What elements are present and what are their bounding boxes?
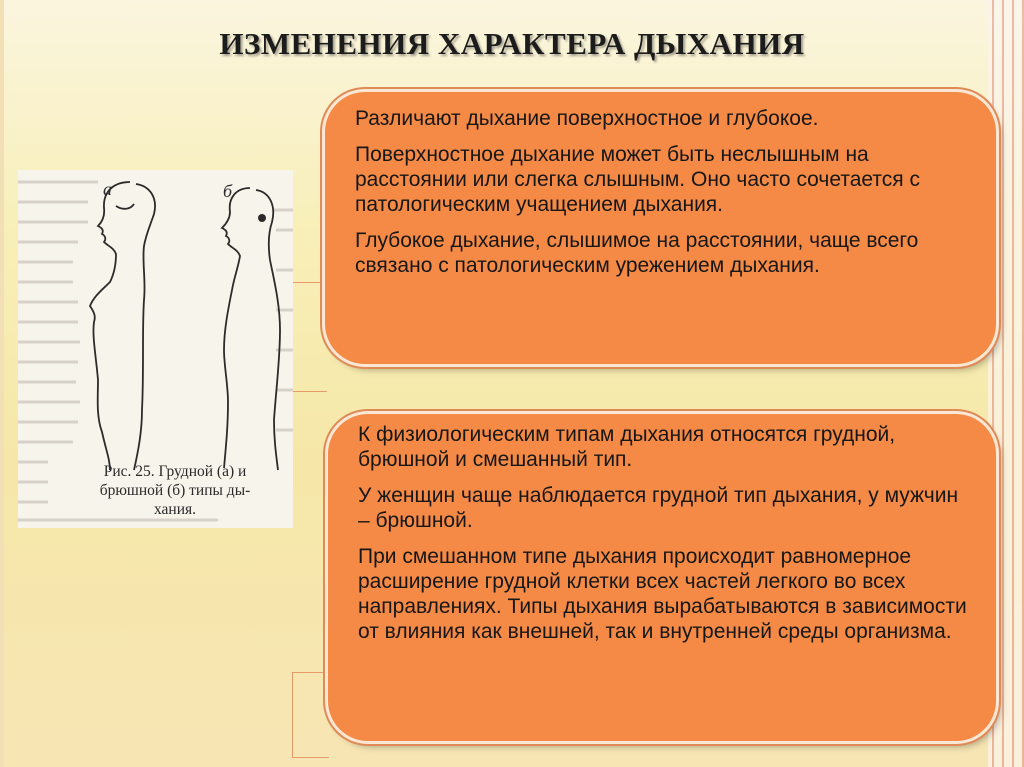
breathing-types-box	[328, 414, 996, 741]
box2-paragraph-1: К физиологическим типам дыхания относятся грудной, брюшной и смешанный тип.	[358, 423, 896, 471]
caption-line: Рис. 25. Грудной (а) и	[103, 463, 247, 480]
figure-label-b: б	[223, 181, 233, 201]
box1-paragraph-3: Глубокое дыхание, слышимое на расстоянии, чаще всего связано с патологическим урежением дыхания.	[355, 229, 919, 277]
connector-bottom	[292, 672, 329, 758]
figure-label-a: а	[103, 179, 112, 199]
left-border-decoration	[0, 0, 4, 767]
figure-caption	[64, 462, 286, 519]
box1-paragraph-2: Поверхностное дыхание может быть неслышным на расстоянии или слегка слышным. Оно часто сочетается с патологическим учащением дыхания.	[355, 143, 920, 216]
breathing-figure-image	[18, 170, 293, 528]
breathing-depth-box	[325, 92, 996, 364]
box2-paragraph-3: При смешанном типе дыхания происходит равномерное расширение грудной клетки всех частей легкого во всех направлениях. Типы дыхания вырабатываются в зависимости от влияния как внешней, так и внутренней среды организма.	[358, 545, 967, 643]
box1-paragraph-1: Различают дыхание поверхностное и глубокое.	[355, 107, 819, 130]
slide-title: ИЗМЕНЕНИЯ ХАРАКТЕРА ДЫХАНИЯ	[219, 26, 805, 61]
caption-line: хания.	[153, 501, 197, 518]
caption-line: брюшной (б) типы ды-	[99, 482, 251, 499]
connector-top	[292, 282, 327, 392]
box2-paragraph-2: У женщин чаще наблюдается грудной тип дыхания, у мужчин – брюшной.	[358, 484, 959, 532]
